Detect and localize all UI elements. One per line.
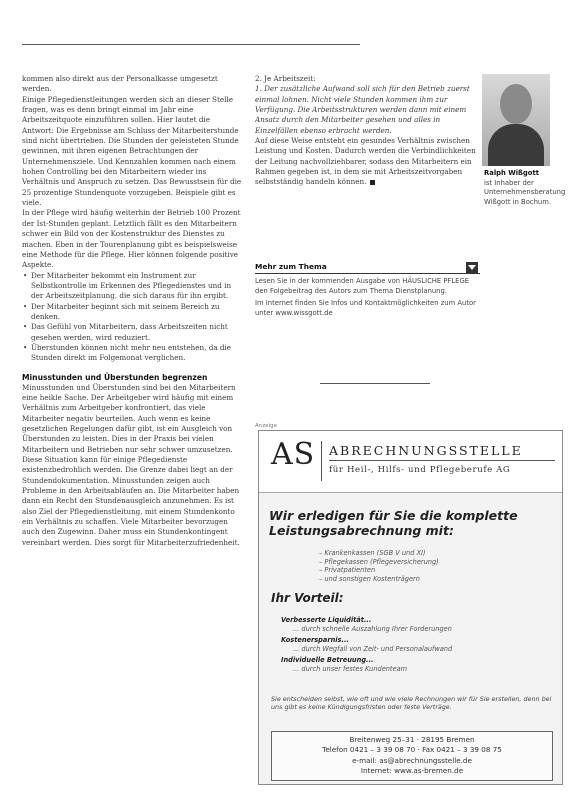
address-email[interactable]: e-mail: as@abrechnungsstelle.de [352,755,472,765]
benefits-list [281,616,546,677]
ad-header [259,431,562,493]
separator-rule [320,383,430,384]
section-heading: Minusstunden und Überstunden begrenzen [22,372,208,382]
address-website[interactable]: Internet: www.as-bremen.de [360,766,464,776]
ad-list [319,549,439,583]
ad-list-item: – und sonstigen Kostenträgern [319,575,439,584]
article-column-left [22,74,242,784]
company-name: ABRECHNUNGSSTELLE [329,443,555,461]
address-box [271,731,553,781]
paragraph: Einige Pflegedienstleitungen werden sich an dieser Stelle fragen, was es denn bringt einmal im Jahr eine Arbeitszeitquote einzuführen sollen. Hier lautet die Antwort: Die Ergebnisse am Schluss der Mitarbeiterstunde sind nicht übertrieben. Die Stunden der geleisteten Stunde gewinnen, mit ihren eigenen Betrachtungen der Unternehmensziele. Und Kennzahlen kommen nach einem hohen Controlling bei den Mitarbeitern wieder ins Verhältnis und Anspruch zu setzen. Das Bewusstsein für die 25 prozentige Stundenquote vorzugeben. Beispiele gibt es viele. [22,94,242,208]
paragraph: Minusstunden und Überstunden sind bei den Mitarbeitern eine heikle Sache. Der Arbeitgeber wird häufig mit einem Verhältnis zum Arbeitgeber konfrontiert, das viele Mitarbeiter negativ beurteilen. Auch wenn es keine gesetzlichen Regelungen dafür gibt, ist ein Ausgleich von Überstunden zu leisten. Dies in der Praxis bei vielen Mitarbeitern und Betrieben nur sehr schwer umzusetzen. Diese Situation kann für einige Pflegedienste existenzbedrohlich werden. Die Grenze dabei liegt an der Stundendokumentation. Minusstunden zeigen auch Probleme in den Arbeitsabläufen an. Die Mitarbeiter haben dann ein Recht den Stundenausgleich anzunehmen. Es ist also Ziel der Pflegedienstleitung, mit einem Stundenkonto ein Verhältnis zu schaffen. Viele Mitarbeiter bevorzugen auch den Zugewinn. Daher muss ein Stundenkontingent vereinbart werden. Dies sorgt für Mitarbeiterzufriedenheit. [22,382,240,547]
address-phone: Telefon 0421 – 3 39 08 70 · Fax 0421 – 3 39 08 75 [322,745,502,755]
ad-headline: Wir erledigen für Sie die komplette Leistungsabrechnung mit: [269,508,518,538]
ad-label: Anzeige [255,423,277,429]
logo-divider [321,441,322,481]
bullet-item: • Das Gefühl von Mitarbeitern, dass Arbeitszeiten nicht gesehen werden, wird reduziert. [22,322,242,343]
end-mark-icon [370,180,375,185]
mehr-web-text: Im Internet finden Sie Infos und Kontaktmöglichkeiten zum Autor unter www.wissgott.de [255,299,476,317]
bullet-item: • Der Mitarbeiter beginnt sich mit seinem Bereich zu denken. [22,302,242,323]
advertisement [258,430,563,785]
mehr-text: Lesen Sie in der kommenden Ausgabe von HÄUSLICHE PFLEGE den Folgebeitrag des Autors zum Thema Dienstplanung. [255,277,470,295]
author-photo [482,74,550,166]
vorteil-heading: Ihr Vorteil: [271,591,344,605]
italic-quote: 1. Der zusätzliche Aufwand soll sich für den Betrieb zuerst einmal lohnen. Nicht viele Stunden kommen ihm zur Verfügung. Die Arbeitsstrukturen werden dann mit einem Ansatz durch den Mitarbeiter gesehen und alles in Einzelfällen ebenso erbracht werden. [255,84,470,135]
author-description: ist Inhaber der Unternehmensberatung Wißgott in Bochum. [484,178,566,206]
bullet-item: • Der Mitarbeiter bekommt ein Instrument zur Selbstkontrolle im Erkennen des Pflegedienstes und in der Arbeitszeitplanung, die sich daraus für ihn ergibt. [22,271,242,302]
benefit-item: Kostenersparnis... ... durch Wegfall von Zeit- und Personalaufwand [281,636,453,653]
author-name: Ralph Wißgott [484,169,539,177]
paragraph: kommen also direkt aus der Personalkasse umgesetzt werden. [22,74,218,94]
author-caption [484,169,566,207]
mehr-heading: Mehr zum Thema [255,262,480,274]
bullet-item: • Überstunden können nicht mehr neu entstehen, da die Stunden direkt im Folgemonat verglichen. [22,343,242,364]
company-subtitle: für Heil-, Hilfs- und Pflegeberufe AG [329,465,511,475]
address-street: Breitenweg 25–31 · 28195 Bremen [349,735,475,744]
mehr-zum-thema-box [255,262,480,321]
ad-list-item: – Privatpatienten [319,566,439,575]
article-column-right [255,74,480,188]
benefit-item: Verbesserte Liquidität... ... durch schnelle Auszahlung Ihrer Forderungen [281,616,452,633]
contract-note: Sie entscheiden selbst, wie oft und wie viele Rechnungen wir für Sie erstellen, denn bei uns gibt es keine Kündigungsfristen oder feste Verträge. [271,695,552,712]
as-logo: AS [271,437,316,472]
paragraph: In der Pflege wird häufig weiterhin der Betrieb 100 Prozent der Ist-Stunden geplant. Letztlich fällt es den Mitarbeitern schwer ein Bild von der Kostenstruktur des Dienstes zu machen. Eben in der Tourenplanung gibt es beispielsweise eine Methode für die Pflege. Hier können folgende positive Aspekte. [22,208,241,270]
benefit-item: Individuelle Betreuung... ... durch unser festes Kundenteam [281,656,408,673]
ad-list-item: – Pflegekassen (Pflegeversicherung) [319,558,439,567]
top-rule [22,44,360,45]
paragraph: Auf diese Weise entsteht ein gesundes Verhältnis zwischen Leistung und Kosten. Dadurch werden die Verbindlichkeiten der Leitung nachvollziehbarer, sodass den Mitarbeitern ein Rahmen gegeben ist, in dem sie mit Arbeitszeitvorgaben selbstständig handeln können. [255,136,476,187]
arrow-down-icon [466,262,478,273]
bullet-list [22,271,242,364]
list-intro: 2. Je Arbeitszeit: [255,74,316,83]
ad-list-item: – Krankenkassen (SGB V und XI) [319,549,439,558]
